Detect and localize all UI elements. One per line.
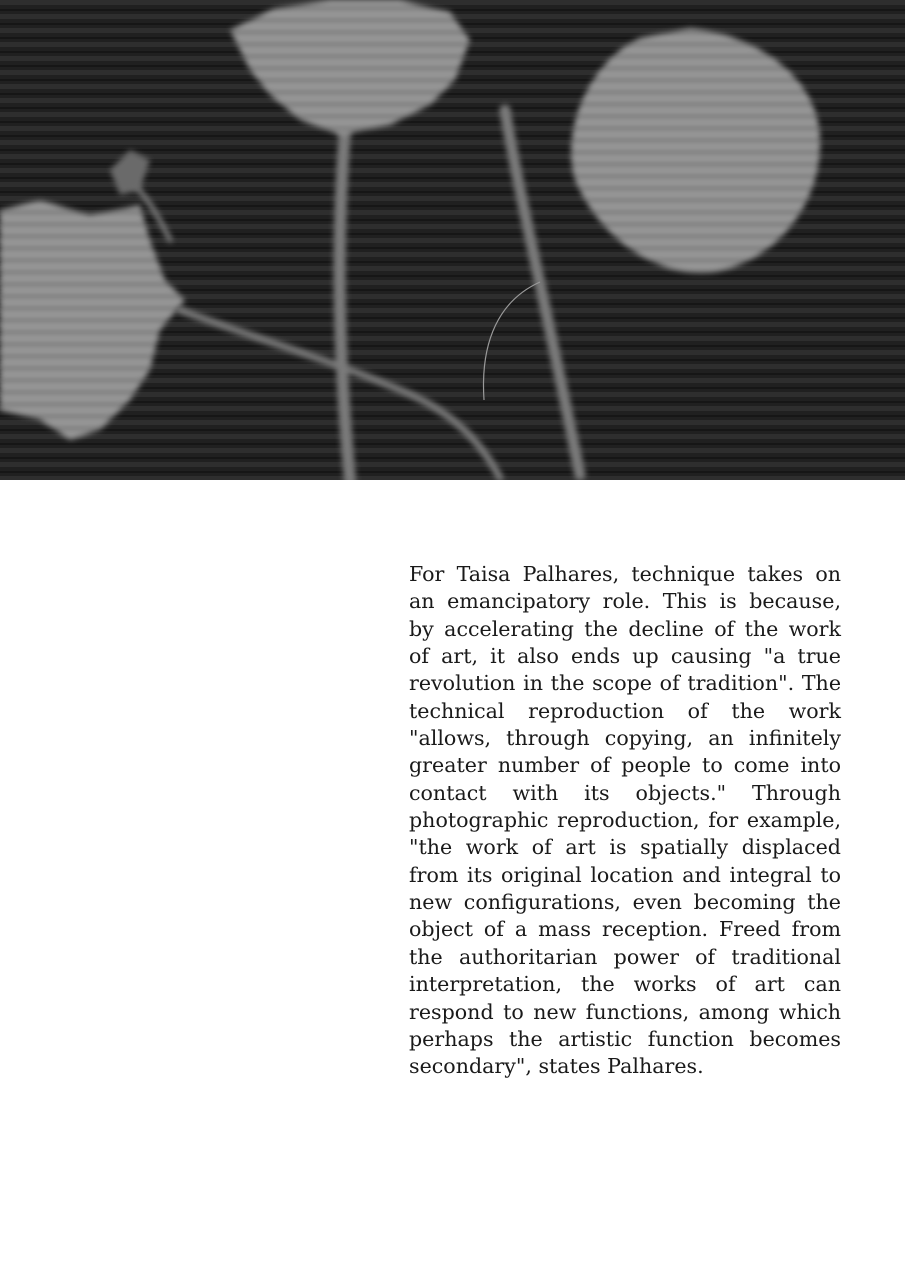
flower-print-image [0, 0, 905, 480]
article-paragraph: For Taisa Palhares, technique takes on an emancipatory role. This is because, by accelerating the decline of the work of art, it also ends up causing "a true revolution in the scope of tradition". The technical reproduction of the work "allows, through copying, an infinitely greater number of people to come into contact with its objects." Through photographic reproduction, for example, "the work of art is spatially displaced from its original location and integral to new configurations, even becoming the object of a mass reception. Freed from the authoritarian power of traditional interpretation, the works of art can respond to new functions, among which perhaps the artistic function becomes secondary", states Palhares. [409, 562, 841, 1079]
hero-photo [0, 0, 905, 480]
